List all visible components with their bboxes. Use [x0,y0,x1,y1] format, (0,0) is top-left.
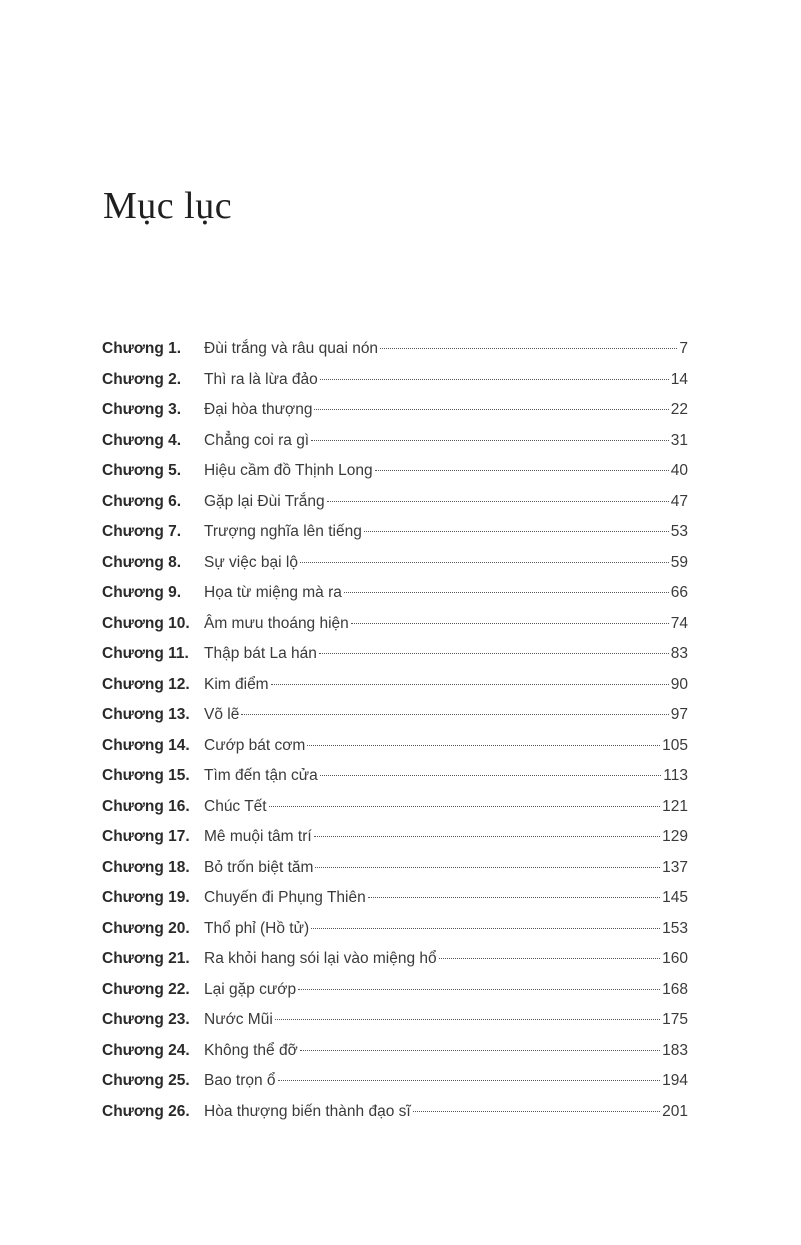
dot-leader [344,592,669,593]
chapter-number: Chương 24. [102,1041,190,1059]
dot-leader [300,1050,660,1051]
chapter-number: Chương 2. [102,370,182,388]
chapter-number: Chương 1. [102,340,182,357]
toc-entry [102,761,688,792]
page-number: 153 [662,919,688,937]
chapter-title: Gặp lại Đùi Trắng [204,492,325,510]
chapter-title: Lại gặp cướp [204,980,297,998]
toc-entry [102,822,688,853]
dot-leader [368,897,660,898]
dot-leader [364,531,669,532]
toc-entry [102,792,688,823]
chapter-number: Chương 12. [102,675,190,693]
page-title: Mục lục [103,185,233,227]
dot-leader [314,409,668,410]
page-number: 201 [662,1102,688,1120]
page-number: 47 [670,492,688,510]
dot-leader [311,440,669,441]
chapter-title: Chẳng coi ra gì [204,431,310,449]
chapter-number: Chương 6. [102,492,182,510]
dot-leader [327,501,669,502]
toc-entry [102,914,688,945]
dot-leader [320,379,669,380]
chapter-title: Tìm đến tận cửa [204,767,318,784]
toc-entry [102,883,688,914]
toc-entry [102,731,688,762]
chapter-title: Họa từ miệng mà ra [204,584,342,601]
chapter-number: Chương 5. [102,462,182,479]
toc-entry [102,975,688,1006]
chapter-number: Chương 16. [102,797,190,815]
chapter-number: Chương 17. [102,828,190,845]
chapter-title: Bỏ trốn biệt tăm [204,858,314,876]
page-number: 121 [662,797,688,815]
chapter-number: Chương 23. [102,1011,190,1028]
chapter-title: Thổ phỉ (Hồ tử) [204,919,310,937]
dot-leader [241,714,668,715]
page-number: 90 [670,675,688,693]
table-of-contents [102,334,688,1127]
chapter-title: Bao trọn ổ [204,1072,276,1089]
page-number: 160 [662,950,688,967]
chapter-title: Đùi trắng và râu quai nón [204,340,379,357]
toc-entry [102,456,688,487]
chapter-title: Đại hòa thượng [204,401,313,418]
chapter-title: Thập bát La hán [204,645,317,662]
chapter-number: Chương 9. [102,584,182,601]
dot-leader [278,1080,661,1081]
toc-entry [102,1005,688,1036]
chapter-number: Chương 10. [102,614,190,632]
page-number: 145 [662,889,688,906]
chapter-title: Hiệu cầm đồ Thịnh Long [204,462,373,479]
toc-entry [102,1066,688,1097]
page-number: 183 [662,1041,688,1059]
page-number: 175 [662,1011,688,1028]
toc-entry [102,578,688,609]
dot-leader [275,1019,660,1020]
dot-leader [439,958,660,959]
dot-leader [298,989,660,990]
toc-entry [102,487,688,518]
dot-leader [375,470,669,471]
dot-leader [320,775,662,776]
page-number: 22 [670,401,688,418]
chapter-title: Ra khỏi hang sói lại vào miệng hổ [204,950,437,967]
toc-entry [102,1036,688,1067]
page-number: 137 [662,858,688,876]
toc-entry [102,426,688,457]
chapter-number: Chương 14. [102,736,190,754]
dot-leader [380,348,677,349]
toc-entry [102,334,688,365]
chapter-title: Võ lẽ [204,706,240,723]
chapter-title: Không thể đỡ [204,1041,298,1059]
toc-entry [102,700,688,731]
chapter-title: Trượng nghĩa lên tiếng [204,523,362,540]
dot-leader [307,745,660,746]
page-number: 59 [670,553,688,571]
page-number: 105 [662,736,688,754]
page-number: 31 [670,431,688,449]
toc-entry [102,517,688,548]
chapter-title: Thì ra là lừa đảo [204,370,318,388]
chapter-title: Mê muội tâm trí [204,828,312,845]
chapter-number: Chương 11. [102,645,189,662]
toc-entry [102,609,688,640]
chapter-title: Chuyến đi Phụng Thiên [204,889,366,906]
page-number: 97 [670,706,688,723]
toc-entry [102,1097,688,1128]
dot-leader [351,623,669,624]
chapter-number: Chương 13. [102,706,190,723]
chapter-number: Chương 4. [102,431,182,449]
dot-leader [314,836,660,837]
chapter-number: Chương 8. [102,553,182,571]
chapter-number: Chương 21. [102,950,190,967]
page-number: 53 [670,523,688,540]
dot-leader [311,928,660,929]
toc-entry [102,639,688,670]
toc-entry [102,365,688,396]
dot-leader [319,653,669,654]
page-number: 113 [663,767,688,784]
dot-leader [300,562,669,563]
page-number: 14 [670,370,688,388]
toc-entry [102,548,688,579]
toc-entry [102,670,688,701]
chapter-number: Chương 18. [102,858,190,876]
toc-entry [102,395,688,426]
chapter-number: Chương 19. [102,889,190,906]
page-number: 40 [670,462,688,479]
toc-entry [102,944,688,975]
chapter-title: Sự việc bại lộ [204,553,298,571]
page-number: 168 [662,980,688,998]
chapter-number: Chương 22. [102,980,190,998]
chapter-title: Kim điểm [204,675,269,693]
page-number: 66 [670,584,688,601]
chapter-number: Chương 7. [102,523,182,540]
dot-leader [269,806,661,807]
page-number: 194 [662,1072,688,1089]
dot-leader [271,684,669,685]
chapter-number: Chương 15. [102,767,190,784]
chapter-title: Nước Mũi [204,1011,273,1028]
dot-leader [413,1111,660,1112]
chapter-number: Chương 26. [102,1102,190,1120]
chapter-number: Chương 25. [102,1072,190,1089]
chapter-title: Chúc Tết [204,797,267,815]
page-number: 74 [670,614,688,632]
toc-entry [102,853,688,884]
chapter-title: Âm mưu thoáng hiện [204,614,349,632]
chapter-number: Chương 20. [102,919,190,937]
dot-leader [315,867,660,868]
page-number: 83 [670,645,688,662]
chapter-title: Cướp bát cơm [204,736,306,754]
chapter-number: Chương 3. [102,401,182,418]
page-number: 7 [679,340,688,357]
page-number: 129 [662,828,688,845]
chapter-title: Hòa thượng biến thành đạo sĩ [204,1102,411,1120]
